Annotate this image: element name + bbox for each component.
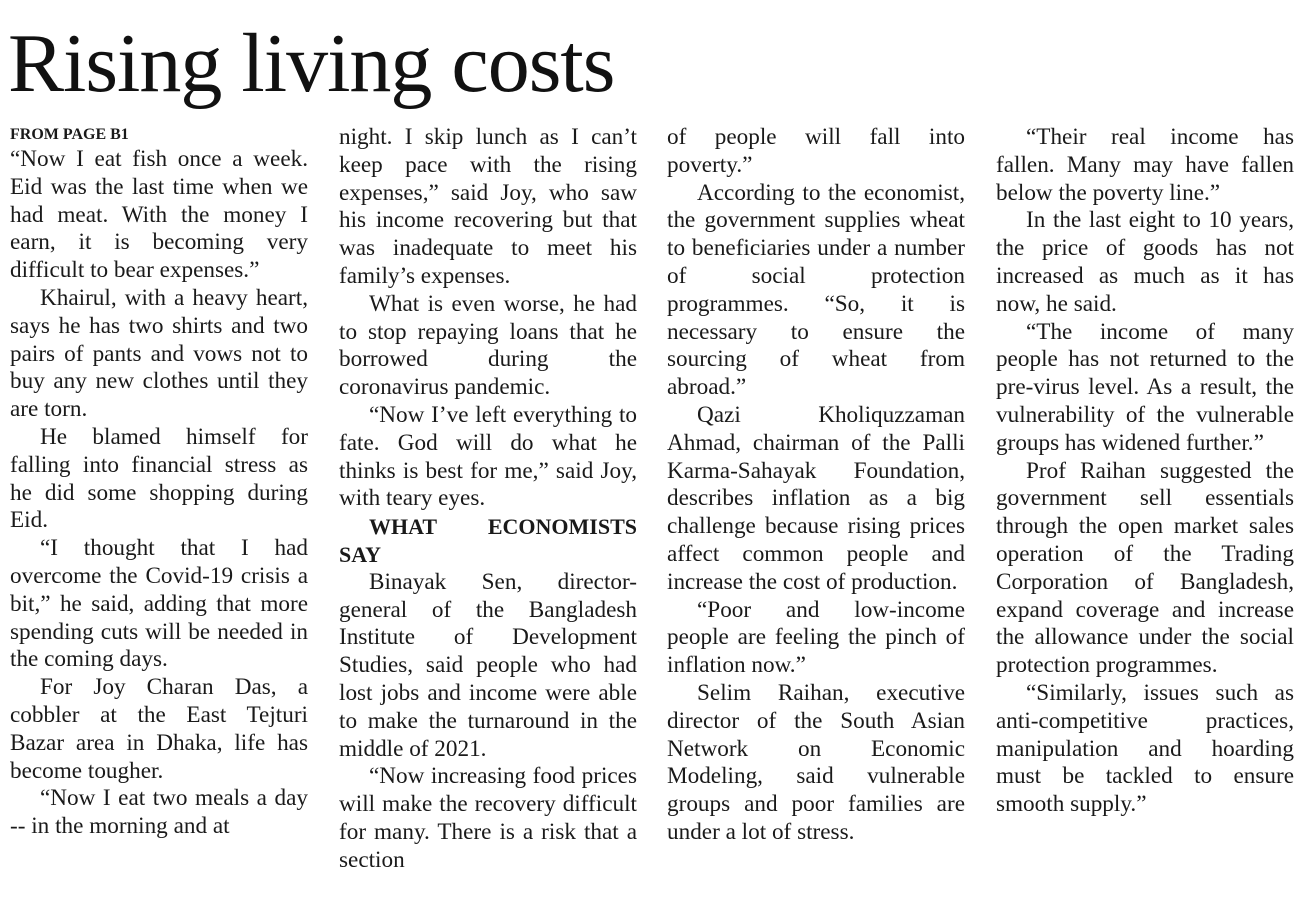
paragraph: He blamed himself for falling into financial stress as he did some shopping during Eid. <box>10 423 308 534</box>
article-column-4 <box>996 124 1294 904</box>
paragraph: In the last eight to 10 years, the price of goods has not increased as much as it has now, he said. <box>996 207 1294 317</box>
paragraph: “Now I’ve left everything to fate. God will do what he thinks is best for me,” said Joy, with teary eyes. <box>339 401 637 512</box>
continued-from-label: FROM PAGE B1 <box>10 126 129 143</box>
paragraph: “Now I eat two meals a day -- in the morning and at <box>10 785 308 840</box>
paragraph: Selim Raihan, executive director of the South Asian Network on Economic Modeling, said vulnerable groups and poor families are under a lot of stress. <box>667 679 965 845</box>
paragraph: Prof Raihan suggested the government sell essentials through the open market sales operation of the Trading Corporation of Bangladesh, expand coverage and increase the allowance under the social protection programmes. <box>996 457 1294 679</box>
article-column-2 <box>339 124 637 904</box>
paragraph: “Poor and low-income people are feeling the pinch of inflation now.” <box>667 596 965 679</box>
paragraph: What is even worse, he had to stop repaying loans that he borrowed during the coronavirus pandemic. <box>339 290 637 401</box>
section-subhead: WHAT ECONOMISTS SAY <box>339 514 637 567</box>
paragraph: “Now I eat fish once a week. Eid was the last time when we had meat. With the money I earn, it is becoming very difficult to bear expenses.” <box>10 146 308 284</box>
paragraph: Binayak Sen, director-general of the Bangladesh Institute of Development Studies, said people who had lost jobs and income were able to make the turnaround in the middle of 2021. <box>339 568 637 762</box>
paragraph: “Now increasing food prices will make the recovery difficult for many. There is a risk that a section <box>339 763 637 873</box>
paragraph: For Joy Charan Das, a cobbler at the East Tejturi Bazar area in Dhaka, life has become tougher. <box>10 674 308 784</box>
paragraph: According to the economist, the government supplies wheat to beneficiaries under a number of social protection programmes. “So, it is necessary to ensure the sourcing of wheat from abroad.” <box>667 179 965 401</box>
paragraph: “Their real income has fallen. Many may have fallen below the poverty line.” <box>996 124 1294 206</box>
paragraph: “The income of many people has not returned to the pre-virus level. As a result, the vulnerability of the vulnerable groups has widened further.” <box>996 318 1294 456</box>
paragraph: of people will fall into poverty.” <box>667 124 965 178</box>
paragraph: Khairul, with a heavy heart, says he has two shirts and two pairs of pants and vows not to buy any new clothes until they are torn. <box>10 284 308 423</box>
paragraph: Qazi Kholiquzzaman Ahmad, chairman of the Palli Karma-Sahayak Foundation, describes inflation as a big challenge because rising prices affect common people and increase the cost of production. <box>667 401 965 595</box>
paragraph: “Similarly, issues such as anti-competitive practices, manipulation and hoarding must be tackled to ensure smooth supply.” <box>996 679 1294 818</box>
article-column-1 <box>10 124 308 904</box>
paragraph: night. I skip lunch as I can’t keep pace with the rising expenses,” said Joy, who saw his income recovering but that was inadequate to meet his family’s expenses. <box>339 124 637 289</box>
paragraph: “I thought that I had overcome the Covid-19 crisis a bit,” he said, adding that more spending cuts will be needed in the coming days. <box>10 535 308 673</box>
headline: Rising living costs <box>8 17 615 110</box>
article-column-3 <box>667 124 965 904</box>
